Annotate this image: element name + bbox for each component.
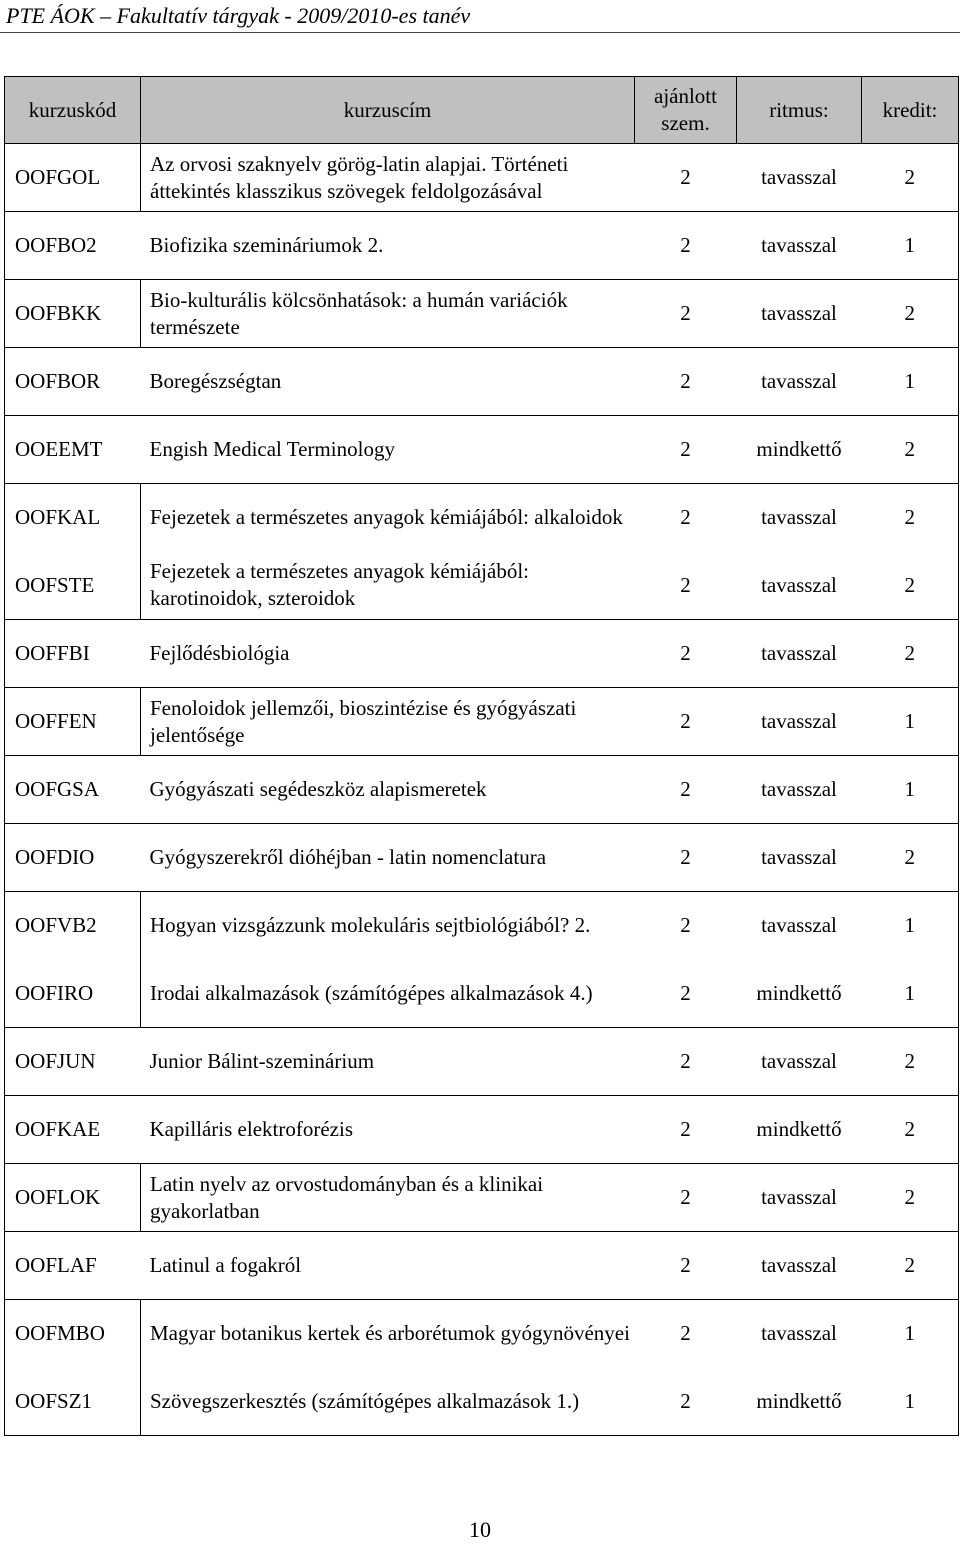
table-row [5,756,959,824]
course-rhythm: tavasszal [737,620,862,688]
course-rhythm: tavasszal [737,892,862,960]
course-semester: 2 [635,280,737,348]
course-code: OOFIRO [5,960,141,1028]
course-semester: 2 [635,1300,737,1368]
course-credit: 2 [862,484,959,552]
course-code: OOFMBO [5,1300,141,1368]
course-rhythm: mindkettő [737,416,862,484]
table-row [5,348,959,416]
course-code: OOFKAL [5,484,141,552]
course-rhythm: tavasszal [737,552,862,620]
course-credit: 1 [862,756,959,824]
course-credit: 1 [862,892,959,960]
table-row [5,1028,959,1096]
course-title: Latin nyelv az orvostudományban és a klinikai gyakorlatban [141,1164,635,1232]
course-semester: 2 [635,620,737,688]
header-rule [0,32,960,33]
table-header-row [5,77,959,144]
course-credit: 2 [862,280,959,348]
course-title: Irodai alkalmazások (számítógépes alkalmazások 4.) [141,960,635,1028]
course-rhythm: tavasszal [737,688,862,756]
course-rhythm: tavasszal [737,144,862,212]
table-row [5,1368,959,1436]
course-rhythm: tavasszal [737,1300,862,1368]
table-row [5,552,959,620]
column-header-title: kurzuscím [141,77,635,144]
course-credit: 2 [862,1232,959,1300]
course-credit: 2 [862,620,959,688]
table-row [5,620,959,688]
course-title: Bio-kulturális kölcsönhatások: a humán variációk természete [141,280,635,348]
course-title: Latinul a fogakról [141,1232,635,1300]
table-row [5,416,959,484]
page-header-title: PTE ÁOK – Fakultatív tárgyak - 2009/2010-es tanév [6,3,471,28]
column-header-credit: kredit: [862,77,959,144]
course-semester: 2 [635,1232,737,1300]
course-code: OOFGSA [5,756,141,824]
course-semester: 2 [635,1164,737,1232]
course-credit: 1 [862,960,959,1028]
course-semester: 2 [635,960,737,1028]
table-row [5,212,959,280]
table-row [5,144,959,212]
course-rhythm: tavasszal [737,824,862,892]
course-title: Gyógyászati segédeszköz alapismeretek [141,756,635,824]
course-rhythm: tavasszal [737,1164,862,1232]
course-table [4,76,959,1436]
column-header-semester: ajánlott szem. [635,77,737,144]
table-row [5,1300,959,1368]
course-code: OOFSZ1 [5,1368,141,1436]
course-rhythm: tavasszal [737,756,862,824]
course-title: Fejlődésbiológia [141,620,635,688]
column-header-code: kurzuskód [5,77,141,144]
table-row [5,892,959,960]
course-credit: 2 [862,824,959,892]
course-code: OOFBO2 [5,212,141,280]
course-title: Fenoloidok jellemzői, bioszintézise és gyógyászati jelentősége [141,688,635,756]
table-row [5,280,959,348]
course-semester: 2 [635,1096,737,1164]
course-credit: 2 [862,1028,959,1096]
table-row [5,1232,959,1300]
course-credit: 1 [862,1300,959,1368]
course-rhythm: mindkettő [737,1368,862,1436]
course-code: OOFFEN [5,688,141,756]
course-credit: 2 [862,552,959,620]
course-code: OOFLAF [5,1232,141,1300]
course-rhythm: tavasszal [737,212,862,280]
course-credit: 2 [862,1096,959,1164]
course-code: OOEEMT [5,416,141,484]
course-title: Biofizika szemináriumok 2. [141,212,635,280]
course-semester: 2 [635,348,737,416]
course-credit: 2 [862,144,959,212]
table-row [5,484,959,552]
page-number: 10 [469,1517,491,1542]
course-title: Szövegszerkesztés (számítógépes alkalmazások 1.) [141,1368,635,1436]
course-semester: 2 [635,892,737,960]
course-credit: 2 [862,416,959,484]
course-semester: 2 [635,824,737,892]
table-row [5,688,959,756]
course-title: Gyógyszerekről dióhéjban - latin nomenclatura [141,824,635,892]
course-title: Junior Bálint-szeminárium [141,1028,635,1096]
course-semester: 2 [635,144,737,212]
course-semester: 2 [635,212,737,280]
course-code: OOFLOK [5,1164,141,1232]
course-rhythm: tavasszal [737,1232,862,1300]
table-row [5,1096,959,1164]
course-rhythm: tavasszal [737,348,862,416]
course-semester: 2 [635,484,737,552]
course-title: Fejezetek a természetes anyagok kémiájából: alkaloidok [141,484,635,552]
course-rhythm: tavasszal [737,1028,862,1096]
course-title: Hogyan vizsgázzunk molekuláris sejtbiológiából? 2. [141,892,635,960]
course-code: OOFKAE [5,1096,141,1164]
course-semester: 2 [635,1028,737,1096]
course-code: OOFGOL [5,144,141,212]
course-rhythm: tavasszal [737,280,862,348]
course-credit: 1 [862,1368,959,1436]
course-code: OOFBOR [5,348,141,416]
course-code: OOFJUN [5,1028,141,1096]
course-code: OOFVB2 [5,892,141,960]
course-credit: 1 [862,688,959,756]
course-semester: 2 [635,688,737,756]
table-row [5,824,959,892]
course-title: Kapilláris elektroforézis [141,1096,635,1164]
table-row [5,960,959,1028]
course-credit: 2 [862,1164,959,1232]
table-row [5,1164,959,1232]
course-semester: 2 [635,756,737,824]
course-credit: 1 [862,212,959,280]
course-title: Engish Medical Terminology [141,416,635,484]
course-title: Az orvosi szaknyelv görög-latin alapjai. Történeti áttekintés klasszikus szövegek feldolgozásával [141,144,635,212]
course-code: OOFSTE [5,552,141,620]
course-semester: 2 [635,416,737,484]
course-title: Fejezetek a természetes anyagok kémiájából: karotinoidok, szteroidok [141,552,635,620]
course-semester: 2 [635,1368,737,1436]
column-header-rhythm: ritmus: [737,77,862,144]
course-rhythm: mindkettő [737,1096,862,1164]
course-code: OOFFBI [5,620,141,688]
course-title: Boregészségtan [141,348,635,416]
course-rhythm: tavasszal [737,484,862,552]
course-title: Magyar botanikus kertek és arborétumok gyógynövényei [141,1300,635,1368]
course-credit: 1 [862,348,959,416]
course-code: OOFBKK [5,280,141,348]
course-semester: 2 [635,552,737,620]
course-rhythm: mindkettő [737,960,862,1028]
course-code: OOFDIO [5,824,141,892]
